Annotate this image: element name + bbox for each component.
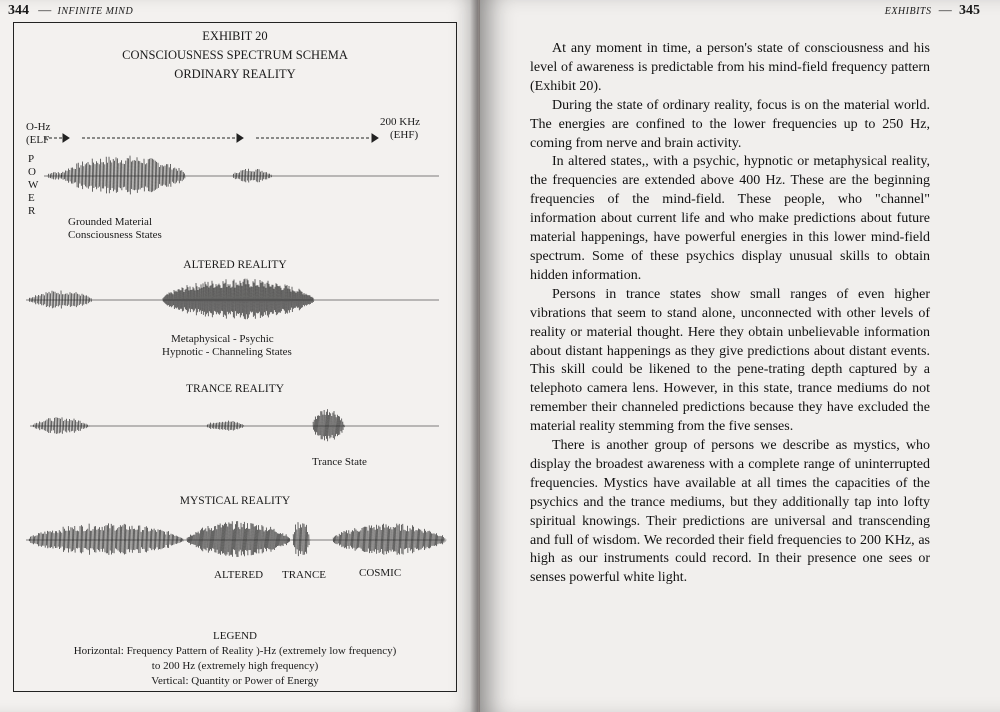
mystical-trance-burst	[292, 522, 310, 556]
power-letter-p: P	[28, 153, 35, 165]
legend-line-1: Horizontal: Frequency Pattern of Reality )-Hz (extremely low frequency)	[73, 645, 397, 657]
paragraph-4: Persons in trance states show small ranges of even higher vibrations that seem to stand alone, unconnected with other levels of reality or material thought. Here they obtain unbelievable information about distant happenings as they give predictions about distant events. This skill could be likened to the pene-trating depth captured by a telephoto camera lens. However, in this state, trance mediums do not remember their channeled predictions because they have excluded the material reality stemming from the five senses.	[530, 286, 930, 435]
ordinary-heading: ORDINARY REALITY	[174, 67, 296, 81]
mystical-heading: MYSTICAL REALITY	[179, 495, 291, 507]
altered-caption-1: Metaphysical - Psychic	[171, 333, 274, 345]
altered-main-burst	[162, 279, 314, 320]
altered-heading: ALTERED REALITY	[183, 259, 287, 271]
axis-right-top: 200 KHz	[380, 116, 421, 128]
mystical-altered-burst	[186, 521, 290, 557]
left-page	[0, 0, 478, 712]
section-title: EXHIBITS	[884, 6, 932, 17]
altered-caption-2: Hypnotic - Channeling States	[162, 346, 292, 358]
axis-right-bottom: (EHF)	[390, 129, 419, 141]
spectrum-waveforms	[14, 23, 456, 691]
ordinary-small-burst	[232, 169, 271, 183]
paragraph-5: There is another group of persons we describe as mystics, who display the broadest awareness with a complete range of uninterrupted frequencies. Mystics have available at all times the capacities of the psychics and the trance mediums, but they additionally tap into lofty spiritual knowings. Their predictions are universal and transcending and full of wisdom. We recorded their field frequencies to 200 KHz, as high as our instruments could record. In their presence one sees or senses powerful white light.	[530, 438, 930, 586]
power-letter-e: E	[28, 192, 35, 204]
power-letter-w: W	[28, 179, 39, 191]
altered-left-burst	[28, 291, 91, 309]
ordinary-caption-1: Grounded Material	[68, 216, 152, 228]
trance-caption: Trance State	[312, 456, 367, 468]
right-page-number: 345	[959, 3, 980, 18]
ordinary-main-burst	[60, 156, 185, 195]
ordinary-caption-2: Consciousness States	[68, 229, 162, 241]
axis-left-bottom: (ELF	[26, 134, 50, 146]
left-running-head	[8, 2, 133, 19]
mystical-altered-label: ALTERED	[214, 569, 264, 581]
paragraph-1: At any moment in time, a person's state of consciousness and his level of awareness is predictable from his mind-field frequency pattern (Exhibit 20).	[530, 41, 930, 94]
axis-left-top: O-Hz	[26, 121, 51, 133]
paragraph-2: During the state of ordinary reality, focus is on the material world. The energies are confined to the lower frequencies up to 250 Hz, coming from nerve and brain activity.	[530, 97, 930, 151]
exhibit-title: CONSCIOUSNESS SPECTRUM SCHEMA	[122, 48, 348, 62]
power-letter-o: O	[28, 166, 36, 178]
legend-line-3: Vertical: Quantity or Power of Energy	[151, 675, 319, 687]
book-title: INFINITE MIND	[57, 6, 134, 17]
right-running-head	[885, 2, 980, 19]
trance-peak-burst	[312, 409, 344, 441]
power-letter-r: R	[28, 205, 36, 217]
trance-heading: TRANCE REALITY	[185, 383, 285, 395]
legend-line-2: to 200 Hz (extremely high frequency)	[151, 660, 319, 672]
paragraph-3: In altered states,, with a psychic, hypnotic or metaphysical reality, the frequencies are extended above 400 Hz. These are the beginning frequencies of the mind-field. These people, who "channel" information about current life and who make predictions about future material happenings, have powerful energies in this lower mind-field spectrum. Some of these psychics display unusual skills to obtain hidden information.	[530, 154, 930, 283]
mystical-cosmic-burst	[332, 524, 446, 555]
left-head-dash: —	[38, 2, 52, 17]
axis-arrow-icon	[63, 134, 69, 142]
mystical-left-burst	[28, 523, 183, 555]
trance-left-burst	[32, 417, 89, 434]
body-text	[530, 40, 930, 588]
exhibit-number: EXHIBIT 20	[202, 29, 268, 43]
legend-title: LEGEND	[213, 630, 257, 642]
left-page-number: 344	[8, 3, 29, 18]
axis-arrow-icon	[237, 134, 243, 142]
axis-arrow-icon	[372, 134, 378, 142]
mystical-trance-label: TRANCE	[282, 569, 326, 581]
right-head-dash: —	[938, 2, 952, 17]
mystical-cosmic-label: COSMIC	[359, 567, 402, 579]
exhibit-frame	[13, 22, 457, 692]
